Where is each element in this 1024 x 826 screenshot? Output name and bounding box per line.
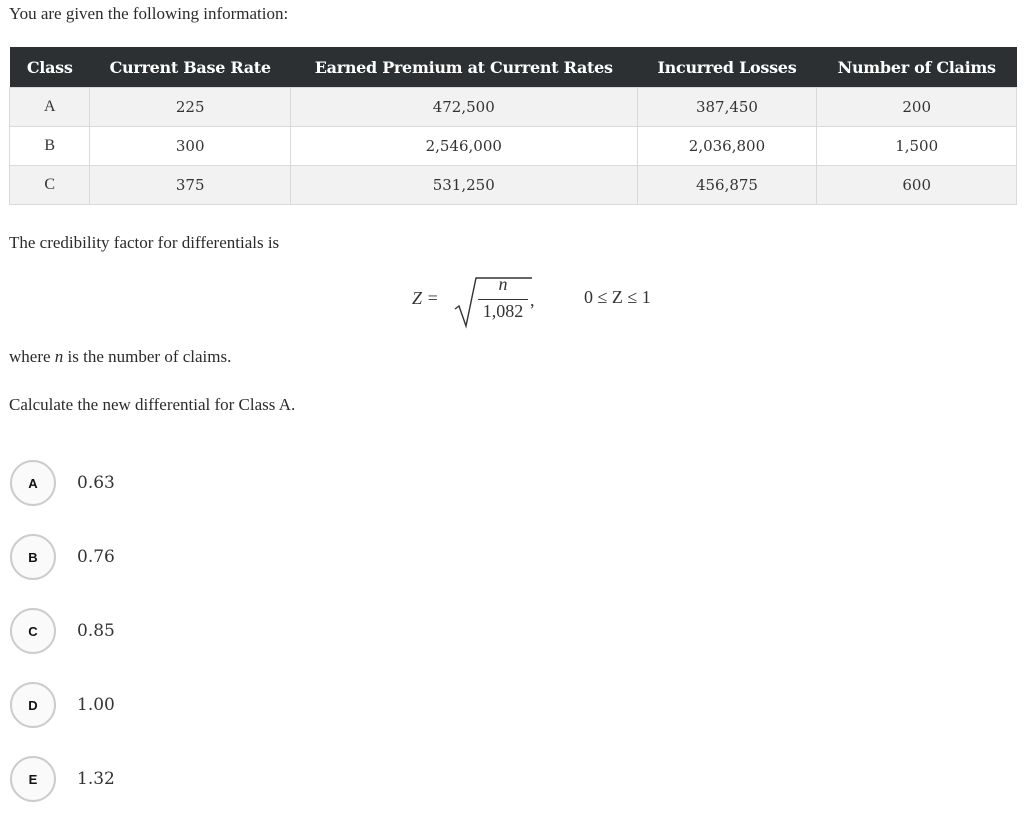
option-value[interactable]: 0.85 [77, 621, 115, 641]
cell-number-of-claims: 600 [817, 166, 1017, 205]
cell-base-rate: 375 [90, 166, 291, 205]
answer-option-e[interactable] [10, 756, 310, 806]
where-variable: n [54, 347, 64, 366]
answer-option-d[interactable] [10, 682, 310, 732]
option-value[interactable]: 1.32 [77, 769, 115, 789]
table-row [10, 166, 1017, 205]
option-value[interactable]: 0.63 [77, 473, 115, 493]
formula-constraint: 0 ≤ Z ≤ 1 [584, 287, 651, 307]
where-text [9, 347, 231, 367]
header-number-of-claims: Number of Claims [817, 47, 1017, 88]
table-header-row [10, 47, 1017, 88]
option-value[interactable]: 0.76 [77, 547, 115, 567]
fraction-bar [478, 299, 528, 300]
header-incurred-losses: Incurred Losses [637, 47, 817, 88]
where-prefix: where [9, 347, 55, 366]
cell-earned-premium: 472,500 [290, 88, 637, 127]
cell-incurred-losses: 456,875 [637, 166, 817, 205]
cell-number-of-claims: 200 [817, 88, 1017, 127]
intro-text: You are given the following information: [9, 4, 289, 23]
cell-class: A [10, 88, 90, 127]
cell-base-rate: 300 [90, 127, 291, 166]
cell-class: C [10, 166, 90, 205]
question-text: Calculate the new differential for Class A. [9, 395, 296, 414]
formula-numerator: n [498, 274, 508, 294]
option-letter-badge[interactable]: E [10, 756, 56, 802]
where-suffix: is the number of claims. [63, 347, 232, 366]
cell-class: B [10, 127, 90, 166]
header-earned-premium: Earned Premium at Current Rates [290, 47, 637, 88]
option-letter-badge[interactable]: A [10, 460, 56, 506]
cell-base-rate: 225 [90, 88, 291, 127]
data-table [9, 47, 1017, 205]
table-row [10, 127, 1017, 166]
option-letter-badge[interactable]: D [10, 682, 56, 728]
cell-earned-premium: 2,546,000 [290, 127, 637, 166]
answer-option-a[interactable] [10, 460, 310, 510]
cell-incurred-losses: 2,036,800 [637, 127, 817, 166]
formula-lhs-text: Z = [412, 288, 439, 308]
formula-comma: , [530, 290, 535, 310]
option-letter-badge[interactable]: B [10, 534, 56, 580]
header-class: Class [10, 47, 90, 88]
option-value[interactable]: 1.00 [77, 695, 115, 715]
cell-number-of-claims: 1,500 [817, 127, 1017, 166]
header-current-base-rate: Current Base Rate [90, 47, 291, 88]
credibility-text: The credibility factor for differentials is [9, 233, 280, 252]
formula-denominator: 1,082 [482, 301, 524, 321]
cell-earned-premium: 531,250 [290, 166, 637, 205]
cell-incurred-losses: 387,450 [637, 88, 817, 127]
table-row [10, 88, 1017, 127]
option-letter-badge[interactable]: C [10, 608, 56, 654]
answer-option-b[interactable] [10, 534, 310, 584]
formula-lhs [412, 288, 439, 309]
answer-option-c[interactable] [10, 608, 310, 658]
